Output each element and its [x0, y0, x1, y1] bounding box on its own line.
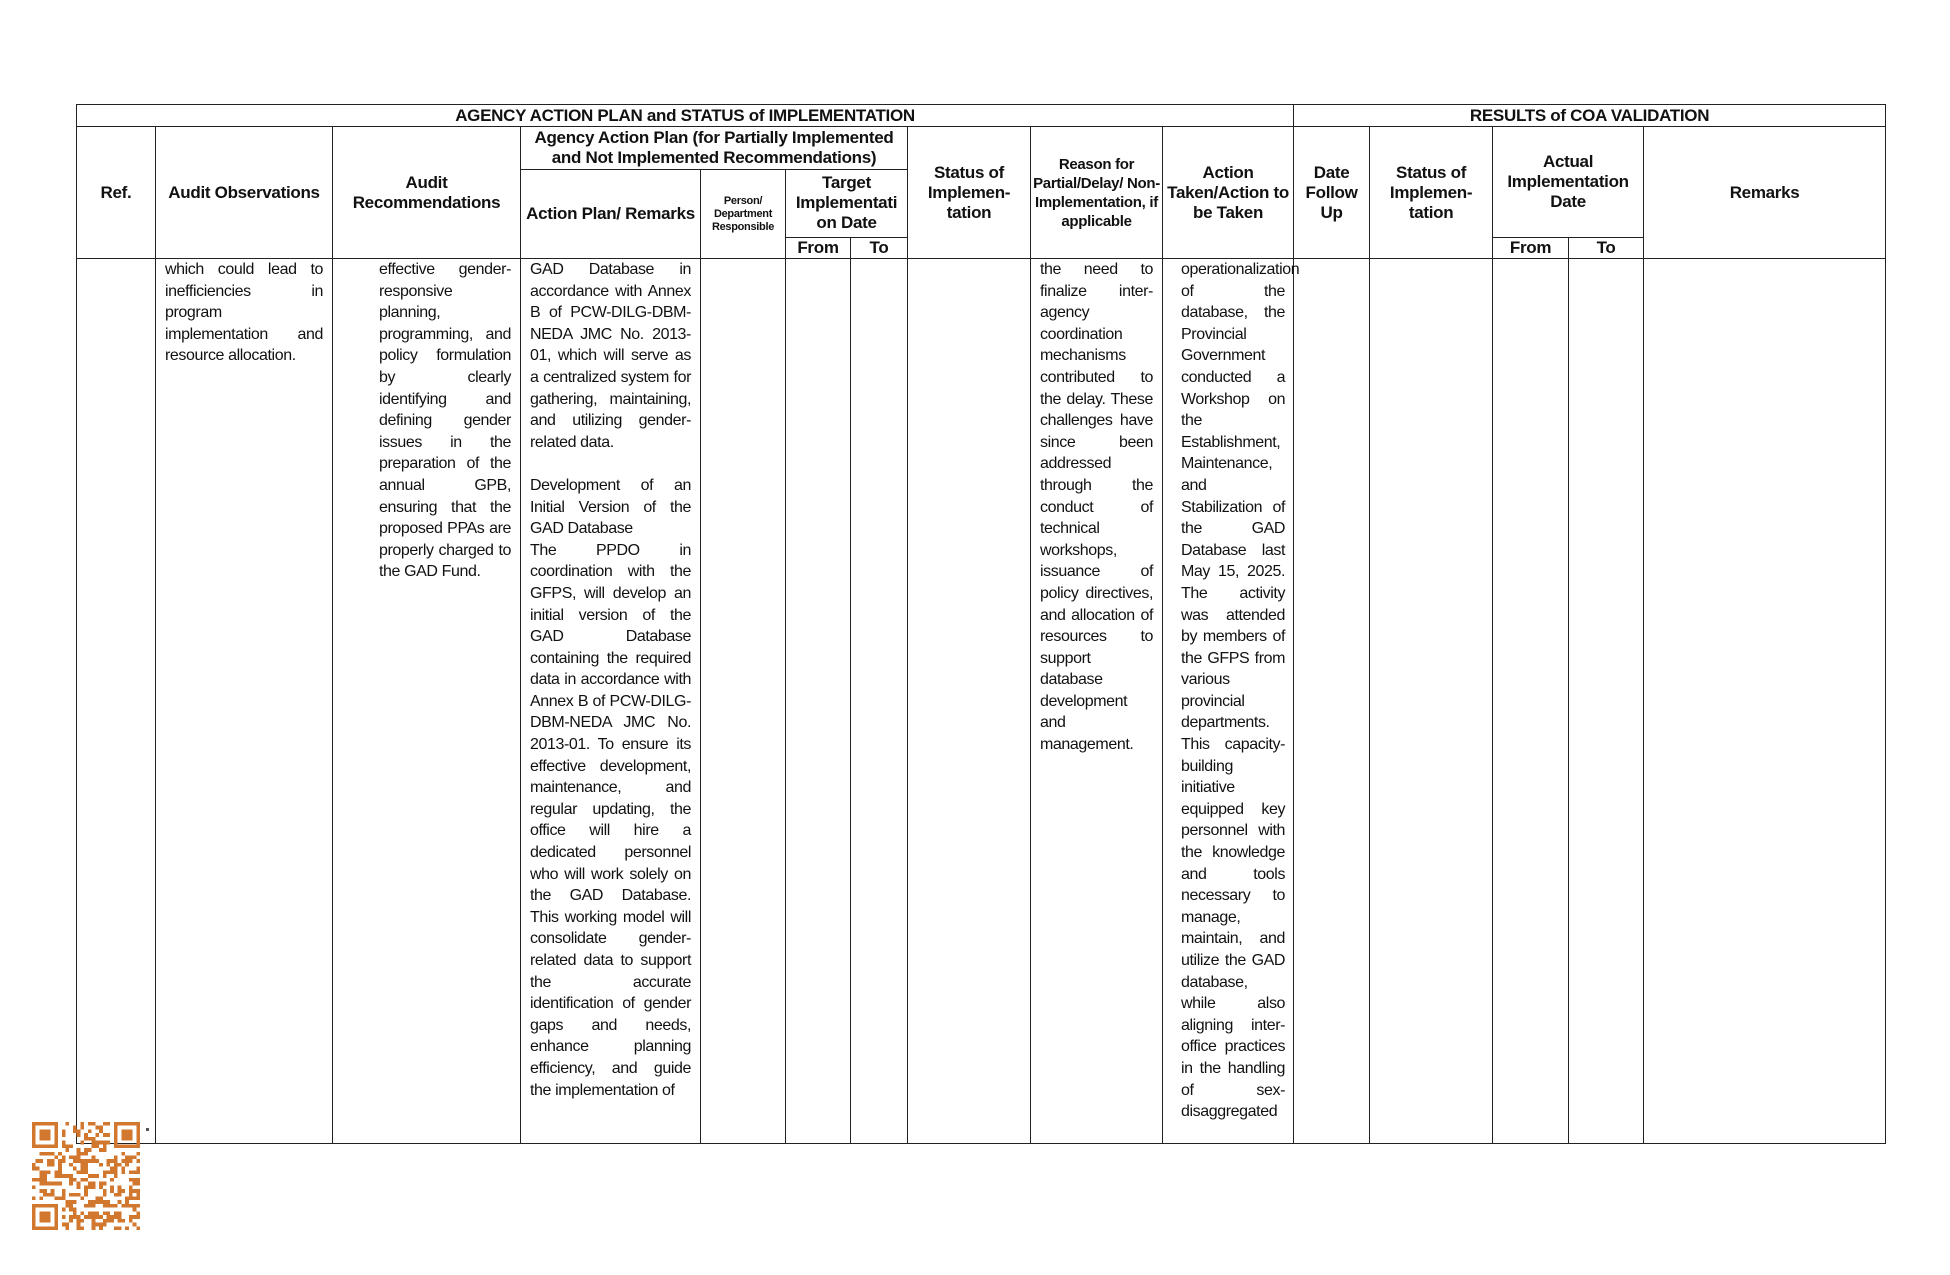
target-from-cell: [786, 259, 851, 1144]
status-coa-cell: [1370, 259, 1493, 1144]
remarks-header: Remarks: [1644, 127, 1886, 259]
audit-observations-text: which could lead to inefficiencies in program implementation and resource allocation.: [165, 261, 323, 365]
audit-recommendations-text: effective gender-responsive planning, programming, and policy formulation by clearly identifying and defining gender issues in the preparation of the annual GPB, ensuring that the proposed PPAs are properly charged to the GAD Fund.: [379, 261, 511, 581]
table-row: [77, 259, 1886, 1144]
actual-to-header: To: [1569, 237, 1644, 258]
action-taken-cell: [1163, 259, 1300, 1144]
remarks-cell: [1644, 259, 1886, 1144]
action-plan-paragraph-2: Development of an Initial Version of the GAD Database: [530, 476, 691, 538]
action-taken-header: Action Taken/Action to be Taken: [1163, 127, 1294, 259]
reason-text: the need to finalize inter-agency coordination mechanisms contributed to the delay. These challenges have since been addressed through the conduct of technical workshops, issuance of policy directives, and allocation of resources to support database development and management.: [1040, 261, 1153, 754]
status-agency-cell: [908, 259, 1031, 1144]
action-plan-text: [521, 259, 700, 1101]
audit-observations-cell: [156, 259, 333, 1144]
audit-recommendations-header: Audit Recommendations: [333, 127, 521, 259]
target-from-header: From: [786, 237, 851, 258]
reason-header: Reason for Partial/Delay/ Non- Implementation, if applicable: [1031, 127, 1163, 259]
qr-code-icon: [32, 1122, 140, 1230]
action-plan-table: [76, 104, 1886, 1144]
action-taken-text: operationalization of the database, the Provincial Government conducted a Workshop on the Establishment, Maintenance, and Stabilization of the GAD Database last May 15, 2025. The activity was attended by members of the GFPS from various provincial departments. This capacity-building initiative equipped key personnel with the knowledge and tools necessary to manage, maintain, and utilize the GAD database, while also aligning inter-office practices in the handling of sex-disaggregated: [1181, 261, 1300, 1121]
action-plan-cell: [521, 259, 701, 1144]
date-follow-up-header: Date Follow Up: [1294, 127, 1370, 259]
person-responsible-header: Person/ Department Responsible: [701, 170, 786, 259]
ref-header: Ref.: [77, 127, 156, 259]
target-to-header: To: [851, 237, 908, 258]
ref-cell: [77, 259, 156, 1144]
date-follow-up-cell: [1294, 259, 1370, 1144]
status-agency-header: Status of Implemen- tation: [908, 127, 1031, 259]
target-to-cell: [851, 259, 908, 1144]
audit-observations-header: Audit Observations: [156, 127, 333, 259]
actual-from-cell: [1493, 259, 1569, 1144]
agency-action-plan-group-header: Agency Action Plan (for Partially Implemented and Not Implemented Recommendations): [521, 127, 908, 170]
actual-date-header: Actual Implementation Date: [1493, 127, 1644, 238]
actual-from-header: From: [1493, 237, 1569, 258]
action-plan-paragraph-3: The PPDO in coordination with the GFPS, will develop an initial version of the GAD Database containing the required data in accordance with Annex B of PCW-DILG-DBM-NEDA JMC No. 2013-01. To ensure its effective development, maintenance, and regular updating, the office will hire a dedicated personnel who will work solely on the GAD Database. This working model will consolidate gender-related data to support the accurate identification of gender gaps and needs, enhance planning efficiency, and guide the implementation of: [530, 541, 691, 1099]
target-date-header: Target Implementati on Date: [786, 170, 908, 238]
reason-cell: [1031, 259, 1163, 1144]
action-plan-paragraph-1: GAD Database in accordance with Annex B of PCW-DILG-DBM-NEDA JMC No. 2013-01, which will serve as a centralized system for gathering, maintaining, and utilizing gender-related data.: [530, 261, 691, 451]
status-coa-header: Status of Implemen- tation: [1370, 127, 1493, 259]
action-plan-remarks-header: Action Plan/ Remarks: [521, 170, 701, 259]
audit-recommendations-cell: [333, 259, 521, 1144]
agency-band-header: AGENCY ACTION PLAN and STATUS of IMPLEMENTATION: [77, 105, 1294, 127]
dot-mark: [146, 1128, 149, 1131]
person-responsible-cell: [701, 259, 786, 1144]
actual-to-cell: [1569, 259, 1644, 1144]
coa-band-header: RESULTS of COA VALIDATION: [1294, 105, 1886, 127]
